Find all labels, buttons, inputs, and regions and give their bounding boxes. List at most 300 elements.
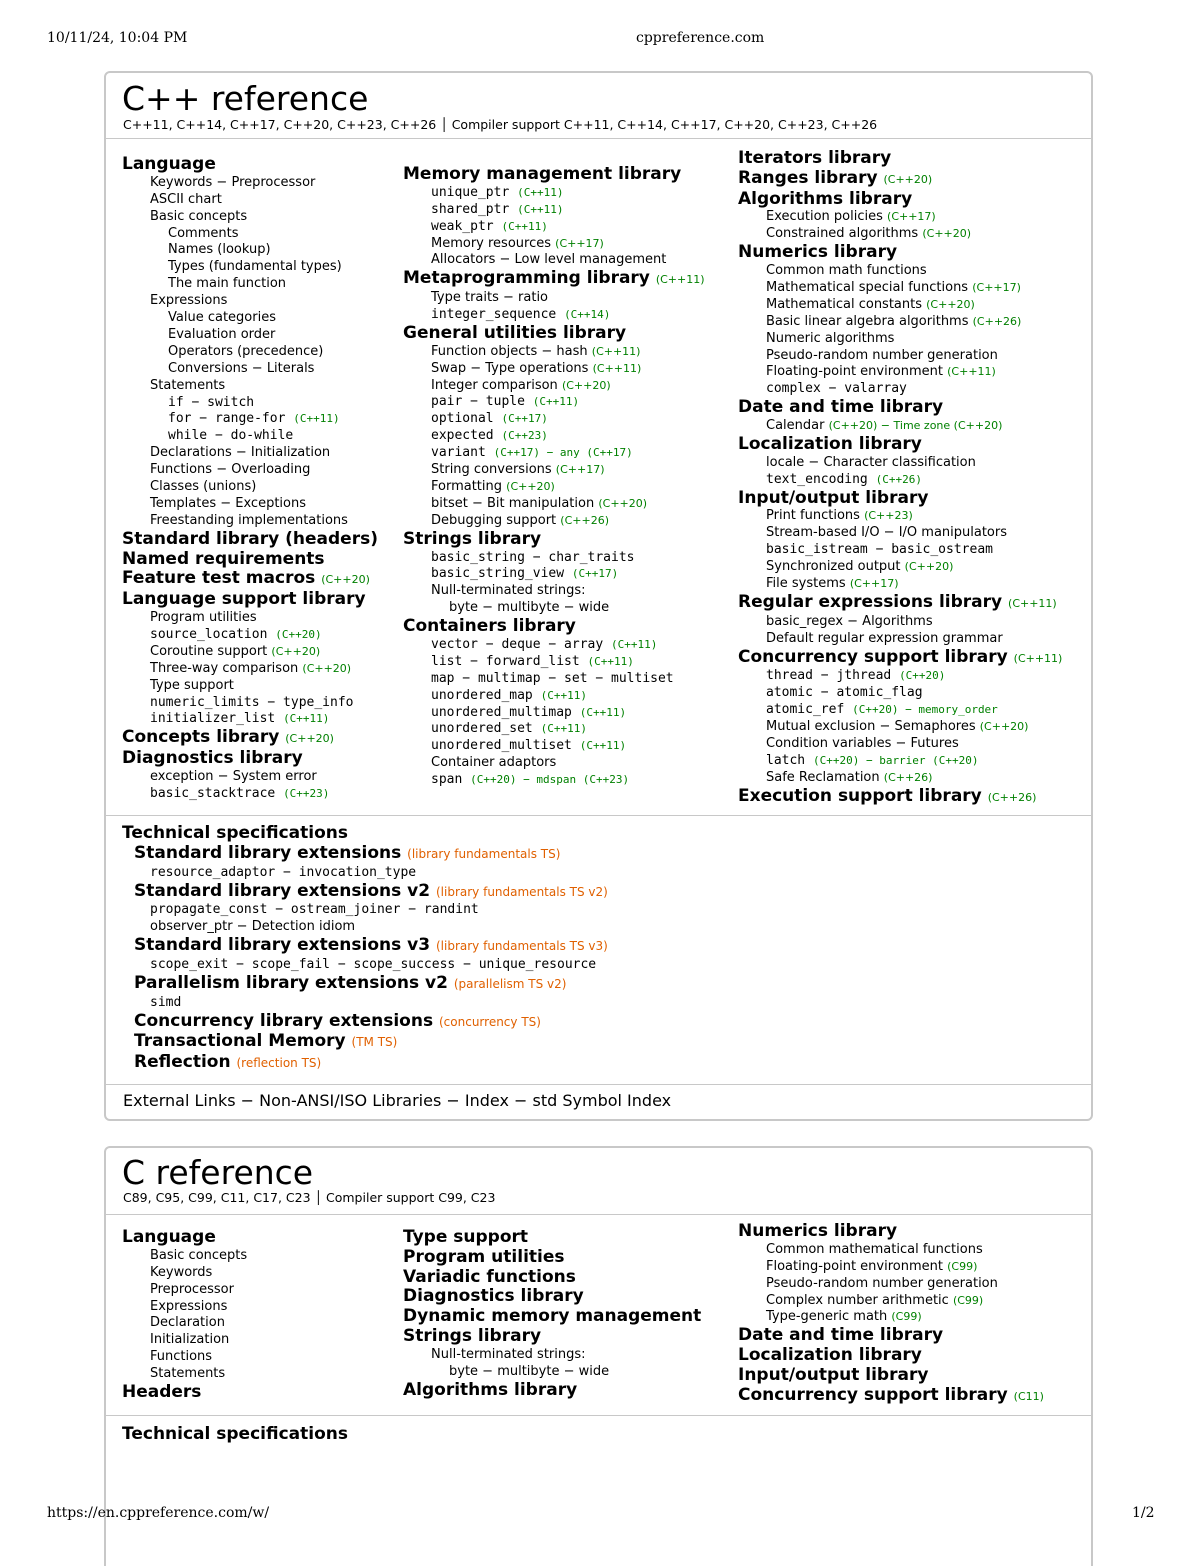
version-badge: (C++20) [979, 720, 1029, 734]
link-text: Safe Reclamation [766, 769, 880, 785]
link-text: Type support [403, 1227, 529, 1247]
link-text: unordered_map [431, 687, 533, 703]
reference-link[interactable] [403, 290, 705, 307]
link-text: atomic − atomic_flag [766, 685, 923, 701]
reference-link[interactable] [122, 411, 378, 428]
version-badge: (C++11) [591, 344, 641, 358]
link-text: ASCII chart [150, 191, 222, 207]
link-text: Standard library (headers) [122, 528, 378, 549]
reference-link[interactable] [738, 542, 1062, 559]
link-text: exception − System error [150, 768, 317, 784]
reference-link[interactable] [122, 175, 378, 192]
link-text: Common math functions [766, 263, 927, 278]
reference-link[interactable] [403, 496, 705, 513]
reference-link[interactable] [122, 327, 378, 344]
section-heading-link[interactable] [738, 1326, 1044, 1346]
reference-link[interactable] [122, 310, 378, 327]
reference-link[interactable] [122, 361, 378, 378]
section-heading-link[interactable] [122, 1032, 608, 1053]
reference-link[interactable] [403, 755, 705, 772]
footer-links[interactable]: External Links − Non-ANSI/ISO Libraries − Index − std Symbol Index [123, 1091, 672, 1110]
print-page-number: 1/2 [1132, 1505, 1155, 1521]
link-text: Dynamic memory management [403, 1306, 702, 1327]
section-heading-link[interactable] [738, 1386, 1044, 1407]
section-heading-link[interactable] [403, 1228, 701, 1248]
reference-link[interactable] [122, 902, 608, 919]
reference-link[interactable] [738, 381, 1062, 398]
reference-link[interactable] [403, 772, 705, 789]
link-text: Expressions [150, 293, 228, 309]
reference-link[interactable] [122, 865, 608, 882]
link-text: Functions [150, 1349, 213, 1365]
reference-link[interactable] [403, 637, 705, 654]
reference-link[interactable] [738, 364, 1062, 381]
link-text: String conversions [431, 462, 552, 478]
version-badge: (C++17) [571, 567, 619, 581]
section-heading-link[interactable] [738, 593, 1062, 614]
reference-link[interactable] [403, 688, 705, 705]
reference-link[interactable] [738, 1309, 1044, 1326]
link-text: vector − deque − array [431, 636, 604, 652]
reference-link[interactable] [122, 661, 378, 678]
section-heading-link[interactable] [403, 165, 705, 185]
reference-link[interactable] [403, 721, 705, 738]
link-text: Initialization [150, 1332, 230, 1348]
section-heading-link[interactable] [122, 749, 378, 769]
reference-link[interactable] [122, 769, 378, 786]
reference-link[interactable] [738, 297, 1062, 314]
link-text: Strings library [403, 1325, 542, 1346]
link-text: Complex number arithmetic [766, 1292, 949, 1308]
version-badge: (C++17) [555, 463, 605, 477]
link-text: bitset − Bit manipulation [431, 495, 595, 511]
reference-link[interactable] [403, 344, 705, 361]
reference-link[interactable] [738, 280, 1062, 297]
version-badge: (C++11) [579, 705, 627, 719]
reference-link[interactable] [738, 576, 1062, 593]
reference-link[interactable] [403, 654, 705, 671]
link-text: Mutual exclusion − Semaphores [766, 719, 976, 735]
reference-link[interactable] [403, 1347, 701, 1364]
ts-badge: (library fundamentals TS v3) [435, 939, 608, 954]
reference-link[interactable] [738, 314, 1062, 331]
section-heading-link[interactable] [122, 844, 608, 865]
section-heading-link[interactable] [122, 1012, 608, 1033]
version-badge: (C++23) [864, 509, 913, 523]
reference-link[interactable] [122, 1332, 247, 1349]
reference-link[interactable] [738, 614, 1062, 631]
c-column-1 [122, 1228, 247, 1403]
print-url: https://en.cppreference.com/w/ [47, 1505, 270, 1521]
version-badge: (C++20) [922, 227, 972, 241]
reference-link[interactable] [122, 1366, 247, 1383]
section-heading-link[interactable] [738, 169, 1062, 190]
reference-link[interactable] [738, 418, 1062, 435]
reference-link[interactable] [122, 1265, 247, 1282]
version-badge: (C++11) [540, 688, 587, 702]
link-text: Floating-point environment [766, 364, 943, 380]
reference-link[interactable] [403, 445, 705, 462]
reference-link[interactable] [403, 462, 705, 479]
link-text: Keywords [150, 1264, 213, 1280]
version-badge: (C++26) [987, 790, 1037, 804]
reference-link[interactable] [738, 226, 1062, 243]
section-heading-link[interactable] [738, 435, 1062, 455]
version-badge: (C++11) [587, 654, 634, 668]
reference-link[interactable] [122, 995, 608, 1012]
c-tech-specs-heading[interactable]: Technical specifications [122, 1424, 348, 1444]
version-badge: (C++11) [283, 712, 330, 726]
link-text: Debugging support [431, 512, 557, 528]
link-text: list − forward_list [431, 653, 580, 669]
reference-link[interactable] [122, 695, 378, 712]
reference-link[interactable] [122, 479, 378, 496]
reference-link[interactable] [403, 307, 705, 324]
cpp-subtitle[interactable]: C++11, C++14, C++17, C++20, C++23, C++26 │ Compiler support C++11, C++14, C++17, C++20, C++23, C++26 [123, 117, 878, 132]
link-text: Types (fundamental types) [168, 259, 342, 275]
reference-link[interactable] [403, 705, 705, 722]
link-text: observer_ptr − Detection idiom [150, 919, 356, 935]
reference-link[interactable] [122, 293, 378, 310]
reference-link[interactable] [122, 462, 378, 479]
link-text: Null-terminated strings: [431, 583, 586, 599]
reference-link[interactable] [403, 566, 705, 583]
reference-link[interactable] [738, 455, 1062, 472]
section-heading-link[interactable] [122, 550, 378, 570]
link-text: basic_string − char_traits [431, 549, 635, 565]
version-badge: (C++20) [899, 669, 946, 683]
version-badge: (C++20) − Time zone (C++20) [828, 419, 1003, 433]
section-heading-link[interactable] [122, 530, 378, 550]
reference-link[interactable] [738, 1276, 1044, 1293]
divider [106, 1084, 1091, 1085]
section-heading-link[interactable] [122, 882, 608, 903]
link-text: Constrained algorithms [766, 226, 919, 242]
link-text: Algorithms library [738, 188, 913, 209]
reference-link[interactable] [122, 610, 378, 627]
link-text: Standard library extensions v3 [134, 935, 431, 956]
link-text: Concepts library [122, 727, 280, 748]
c-reference-panel [104, 1146, 1093, 1566]
link-text: Freestanding implementations [150, 512, 348, 528]
link-text: text_encoding [766, 471, 868, 487]
reference-link[interactable] [403, 361, 705, 378]
section-heading-link[interactable] [122, 974, 608, 995]
version-badge: (C++26) [875, 472, 922, 486]
link-text: byte − multibyte − wide [449, 600, 610, 616]
section-heading-link[interactable] [403, 1287, 701, 1307]
link-text: File systems [766, 575, 846, 591]
link-text: Input/output library [738, 487, 929, 508]
reference-link[interactable] [122, 786, 378, 803]
reference-link[interactable] [738, 631, 1062, 648]
link-text: optional [431, 411, 494, 427]
section-heading-link[interactable] [122, 728, 378, 749]
version-badge: (C++11) [579, 739, 627, 753]
link-text: Evaluation order [168, 326, 276, 342]
link-text: propagate_const − ostream_joiner − randint [150, 902, 479, 918]
reference-link[interactable] [122, 1349, 247, 1366]
link-text: latch [766, 752, 806, 768]
section-heading-link[interactable] [738, 787, 1062, 808]
link-text: Type-generic math [766, 1309, 888, 1325]
section-heading-link[interactable] [403, 1327, 701, 1347]
link-text: Localization library [738, 1345, 922, 1366]
reference-link[interactable] [403, 1364, 701, 1381]
reference-link[interactable] [403, 394, 705, 411]
link-text: pair − tuple [431, 394, 525, 410]
link-text: unique_ptr [431, 184, 510, 200]
version-badge: (C++26) [883, 770, 933, 784]
version-badge: (C++11) [655, 273, 705, 287]
link-text: thread − jthread [766, 668, 892, 684]
link-text: Mathematical constants [766, 296, 922, 312]
version-badge: (C++20) [285, 732, 334, 746]
section-heading-link[interactable] [738, 1346, 1044, 1366]
reference-link[interactable] [122, 496, 378, 513]
link-text: Named requirements [122, 548, 325, 569]
link-text: unordered_multiset [431, 738, 572, 754]
cpp-column-3 [738, 149, 1062, 807]
section-heading-link[interactable] [403, 1381, 701, 1401]
version-badge: (C11) [1013, 1389, 1044, 1403]
section-heading-link[interactable] [738, 648, 1062, 669]
reference-link[interactable] [122, 513, 378, 530]
reference-link[interactable] [403, 411, 705, 428]
link-text: locale − Character classification [766, 454, 976, 470]
version-badge: (C++11) [1013, 651, 1063, 665]
c-subtitle[interactable]: C89, C95, C99, C11, C17, C23 │ Compiler support C99, C23 [123, 1190, 496, 1205]
section-heading-link[interactable] [738, 149, 1062, 169]
version-badge: (C++17) [849, 576, 899, 590]
version-badge: (C++23) [283, 786, 330, 800]
reference-link[interactable] [122, 711, 378, 728]
reference-link[interactable] [403, 202, 705, 219]
link-text: Templates − Exceptions [150, 496, 306, 512]
link-text: for − range-for [168, 411, 286, 427]
reference-link[interactable] [403, 600, 705, 617]
version-badge: (C++11) [293, 412, 340, 426]
reference-link[interactable] [738, 331, 1062, 348]
link-text: resource_adaptor − invocation_type [150, 864, 417, 880]
reference-link[interactable] [122, 259, 378, 276]
link-text: initializer_list [150, 711, 276, 727]
link-text: Ranges library [738, 167, 878, 188]
reference-link[interactable] [403, 428, 705, 445]
reference-link[interactable] [122, 395, 378, 412]
link-text: Calendar [766, 418, 825, 434]
section-heading-link[interactable] [122, 590, 378, 610]
reference-link[interactable] [738, 1242, 1044, 1259]
reference-link[interactable] [738, 1259, 1044, 1276]
link-text: Formatting [431, 478, 503, 494]
reference-link[interactable] [122, 445, 378, 462]
reference-link[interactable] [122, 957, 608, 974]
link-text: Names (lookup) [168, 242, 271, 258]
reference-link[interactable] [122, 644, 378, 661]
reference-link[interactable] [403, 252, 705, 269]
version-badge: (C99) [891, 1310, 922, 1324]
divider [106, 1214, 1091, 1215]
link-text: Container adaptors [431, 755, 557, 771]
version-badge: (C++11) [540, 722, 587, 736]
reference-link[interactable] [403, 479, 705, 496]
cpp-column-1 [122, 155, 378, 803]
reference-link[interactable] [403, 671, 705, 688]
link-text: Execution support library [738, 785, 982, 806]
reference-link[interactable] [403, 738, 705, 755]
reference-link[interactable] [122, 209, 378, 226]
reference-link[interactable] [122, 1315, 247, 1332]
section-heading-link[interactable] [403, 269, 705, 290]
link-text: Language support library [122, 589, 366, 610]
version-badge: (C++26) [560, 513, 609, 527]
reference-link[interactable] [738, 753, 1062, 770]
version-badge: (C++20) [321, 573, 370, 587]
link-text: Basic concepts [150, 208, 248, 224]
section-heading-link[interactable] [403, 617, 705, 637]
section-heading-link[interactable] [738, 190, 1062, 210]
version-badge: (C++11) [501, 219, 548, 233]
section-heading-link[interactable] [738, 243, 1062, 263]
reference-link[interactable] [122, 1282, 247, 1299]
link-text: variant [431, 445, 486, 461]
reference-link[interactable] [122, 678, 378, 695]
link-text: Pseudo-random number generation [766, 347, 998, 363]
reference-link[interactable] [738, 736, 1062, 753]
link-text: shared_ptr [431, 201, 510, 217]
link-text: Containers library [403, 616, 576, 637]
link-text: Expressions [150, 1298, 228, 1314]
reference-link[interactable] [738, 559, 1062, 576]
section-heading-link[interactable] [738, 489, 1062, 509]
link-text: Coroutine support [150, 643, 268, 659]
ts-badge: (TM TS) [351, 1035, 398, 1050]
version-badge: (C++20) − mdspan (C++23) [470, 773, 630, 787]
section-heading-link[interactable] [403, 1268, 701, 1288]
reference-link[interactable] [122, 1248, 247, 1265]
reference-link[interactable] [403, 513, 705, 530]
section-heading-link[interactable] [122, 1383, 247, 1403]
link-text: Numerics library [738, 1221, 898, 1241]
link-text: Diagnostics library [122, 748, 303, 769]
section-heading-link[interactable] [122, 155, 378, 175]
ts-badge: (parallelism TS v2) [453, 976, 567, 991]
link-text: Execution policies [766, 209, 883, 225]
link-text: simd [150, 994, 182, 1010]
reference-link[interactable] [738, 525, 1062, 542]
version-badge: (C++11) [1008, 596, 1057, 610]
link-text: Condition variables − Futures [766, 735, 959, 751]
version-badge: (C++20) [561, 378, 611, 392]
reference-link[interactable] [403, 583, 705, 600]
reference-link[interactable] [738, 770, 1062, 787]
section-heading-link[interactable] [122, 1228, 247, 1248]
reference-link[interactable] [122, 242, 378, 259]
link-text: The main function [168, 276, 287, 292]
reference-link[interactable] [738, 472, 1062, 489]
reference-link[interactable] [122, 1299, 247, 1316]
c-column-2 [403, 1228, 701, 1400]
version-badge: (C++17) [555, 236, 604, 250]
link-text: source_location [150, 626, 268, 642]
link-text: unordered_set [431, 721, 533, 737]
divider [106, 138, 1091, 139]
version-badge: (C++17) − any (C++17) [493, 446, 633, 460]
section-heading-link[interactable] [122, 824, 608, 844]
reference-link[interactable] [122, 192, 378, 209]
link-text: Concurrency library extensions [134, 1010, 434, 1031]
link-text: Operators (precedence) [168, 343, 324, 359]
link-text: Memory resources [431, 235, 552, 251]
reference-link[interactable] [403, 550, 705, 567]
reference-link[interactable] [122, 428, 378, 445]
section-heading-link[interactable] [738, 398, 1062, 418]
reference-link[interactable] [738, 508, 1062, 525]
link-text: Feature test macros [122, 568, 316, 589]
reference-link[interactable] [403, 219, 705, 236]
version-badge: (C++11) [517, 185, 564, 199]
reference-link[interactable] [122, 919, 608, 936]
reference-link[interactable] [122, 226, 378, 243]
reference-link[interactable] [738, 263, 1062, 280]
link-text: scope_exit − scope_fail − scope_success − unique_resource [150, 956, 597, 972]
reference-link[interactable] [403, 236, 705, 253]
link-text: Standard library extensions v2 [134, 880, 431, 901]
version-badge: (C++20) − memory_order [852, 703, 998, 717]
reference-link[interactable] [122, 378, 378, 395]
section-heading-link[interactable] [122, 1053, 608, 1074]
link-text: Standard library extensions [134, 842, 402, 863]
link-text: basic_istream − basic_ostream [766, 542, 993, 558]
section-heading-link[interactable] [122, 569, 378, 590]
link-text: Declarations − Initialization [150, 445, 331, 461]
version-badge: (C++20) − barrier (C++20) [812, 753, 979, 767]
c-column-3 [738, 1222, 1044, 1407]
version-badge: (C++11) [517, 202, 564, 216]
reference-link[interactable] [738, 1293, 1044, 1310]
link-text: complex − valarray [766, 381, 907, 397]
reference-link[interactable] [738, 348, 1062, 365]
link-text: Variadic functions [403, 1266, 576, 1287]
reference-link[interactable] [738, 209, 1062, 226]
reference-link[interactable] [122, 276, 378, 293]
section-heading-link[interactable] [122, 936, 608, 957]
section-heading-link[interactable] [403, 1307, 701, 1327]
reference-link[interactable] [738, 719, 1062, 736]
version-badge: (C++11) [592, 361, 642, 375]
link-text: atomic_ref [766, 702, 845, 718]
section-heading-link[interactable] [738, 1222, 1044, 1242]
link-text: while − do-while [168, 428, 294, 444]
reference-link[interactable] [403, 185, 705, 202]
version-badge: (C++11) [532, 395, 580, 409]
reference-link[interactable] [738, 702, 1062, 719]
reference-link[interactable] [122, 627, 378, 644]
section-heading-link[interactable] [738, 1366, 1044, 1386]
reference-link[interactable] [738, 668, 1062, 685]
reference-link[interactable] [738, 685, 1062, 702]
link-text: weak_ptr [431, 218, 494, 234]
reference-link[interactable] [122, 344, 378, 361]
divider [106, 1415, 1091, 1416]
section-heading-link[interactable] [403, 530, 705, 550]
link-text: if − switch [168, 394, 255, 410]
section-heading-link[interactable] [403, 324, 705, 344]
link-text: Function objects − hash [431, 343, 588, 359]
section-heading-link[interactable] [403, 1248, 701, 1268]
reference-link[interactable] [403, 378, 705, 395]
